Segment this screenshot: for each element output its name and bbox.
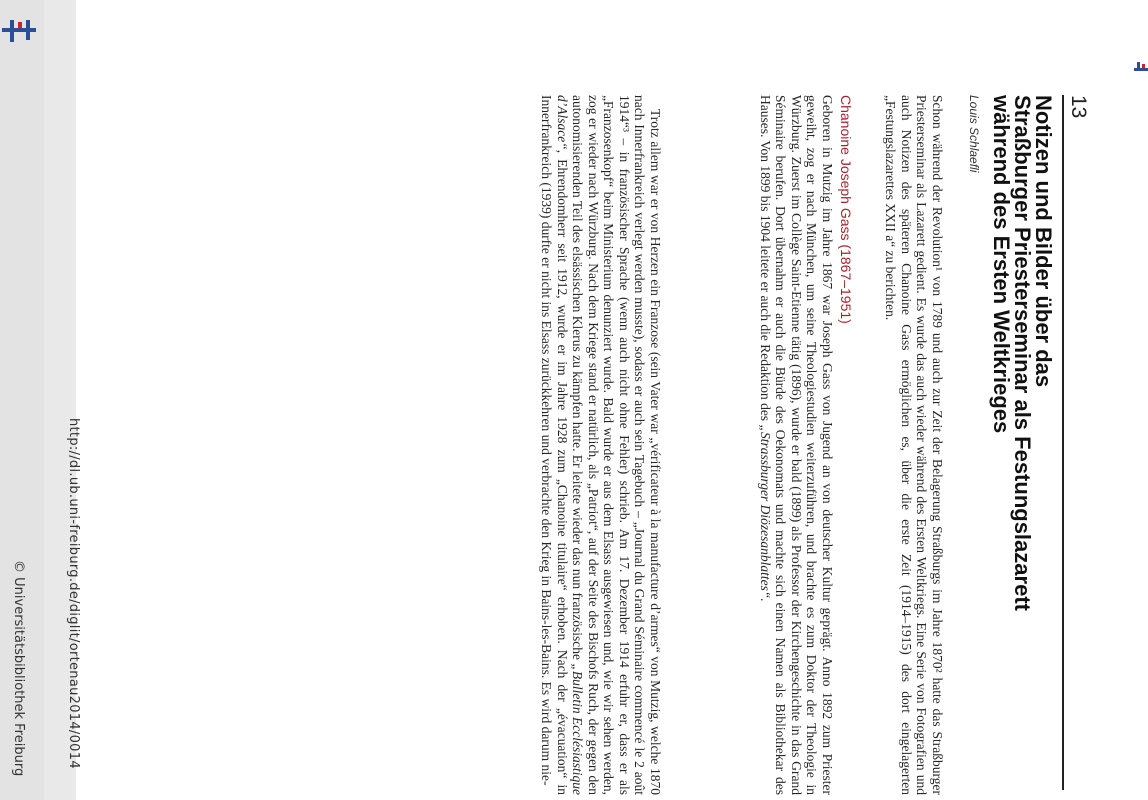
article-title	[991, 95, 1054, 795]
title-line-2: Straßburger Priesterseminar als Festungslazarett	[1010, 95, 1035, 611]
copyright-notice: © Universitätsbibliothek Freiburg	[11, 560, 26, 777]
p2-italic-title: „Bulletin Ecclésiastique d’Alsace“	[555, 95, 586, 795]
title-line-3: während des Ersten Weltkrieges	[989, 95, 1014, 434]
body-paragraph-1	[758, 95, 836, 795]
title-line-1: Notizen und Bilder über das	[1031, 95, 1056, 388]
page-number: 13	[1067, 95, 1090, 119]
header-rule	[1063, 95, 1065, 790]
author-name: Louis Schlaefli	[967, 95, 981, 173]
library-logo-icon[interactable]	[2, 18, 38, 53]
document-page	[80, 95, 1090, 795]
document-url[interactable]: http://dl.ub.uni-freiburg.de/diglit/ortenau2014/0014	[66, 418, 81, 769]
p2-text-a: Trotz allem war er von Herzen ein Franzose (sein Vater war „vérificateur à la manufacture d’armes“ von Mutzig, welche 1870 nach Innerfrankreich verlegt werden musste), sodass er auch sein Tagebuch – „Journal du Grand Séminaire commencé le 2 août 1914“³ – in französischer Sprache (wenn auch nicht ohne Fehler) schrieb. Am 17. Dezember 1914 erfuhr er, dass er als „Franzosenkopf“ beim Ministerium denunziert wurde. Bald wurde er aus dem Elsass ausgewiesen und, wie wir sehen werden, zog er wieder nach Würzburg. Nach dem Kriege stand er natürlich, als „Patriot“, auf der Seite des Bischofs Ruch, der gegen den autonomisierenden Teil des elsässischen Klerus zu kämpfen hatte. Er leitete wieder das nun französische	[570, 95, 663, 795]
url-strip	[44, 0, 81, 800]
library-logo-small-icon	[1134, 62, 1148, 85]
intro-paragraph: Schon während der Revolution¹ von 1789 und auch zur Zeit der Belagerung Straßburgs im Jahre 1870² hatte das Straßburger Priesterseminar als Lazarett gedient. Es wurde das auch wieder während des Ersten Weltkriegs. Eine Serie von Fotografien und auch Notizen des späteren Chanoine Gass ermöglichen es, über die erste Zeit (1914–1915) des dort eingelagerten „Festungslazarettes XXII a“ zu berichten.	[883, 95, 945, 795]
section-heading: Chanoine Joseph Gass (1867–1951)	[838, 95, 854, 324]
p1-italic-title: „Strassburger Diözesanblattes“.	[758, 424, 773, 602]
p1-text: Geboren in Mutzig im Jahre 1867 war Joseph Gass von Jugend an von deutscher Kultur geprägt. Anno 1892 zum Priester geweiht, zog er nach München, um seine Theologiestudien weiterzuführen, und brachte es zum Doktor der Theologie in Würzburg. Zuerst im Collège Saint-Etienne tätig (1896), wurde er bald (1899) als Professor der Kirchengeschichte in das Grand Séminaire berufen. Dort übernahm er auch die Bürde des Oekonomats und machte sich einen Namen als Bibliothekar des Hauses. Von 1899 bis 1904 leitete er auch die Redaktion des	[758, 95, 835, 795]
body-paragraph-2	[539, 95, 663, 795]
copyright-strip	[1124, 40, 1148, 800]
p2-text-b: , Ehrendomherr seit 1912, wurde er im Jahre 1928 zum „Chanoine titulaire“ erhoben. Nach der „évacuation“ in Innerfrankreich (1939) durfte er nicht ins Elsass zurückkehren und verbrachte den Krieg in Bains-les-Bains. Es wird darum nie-	[539, 95, 570, 795]
